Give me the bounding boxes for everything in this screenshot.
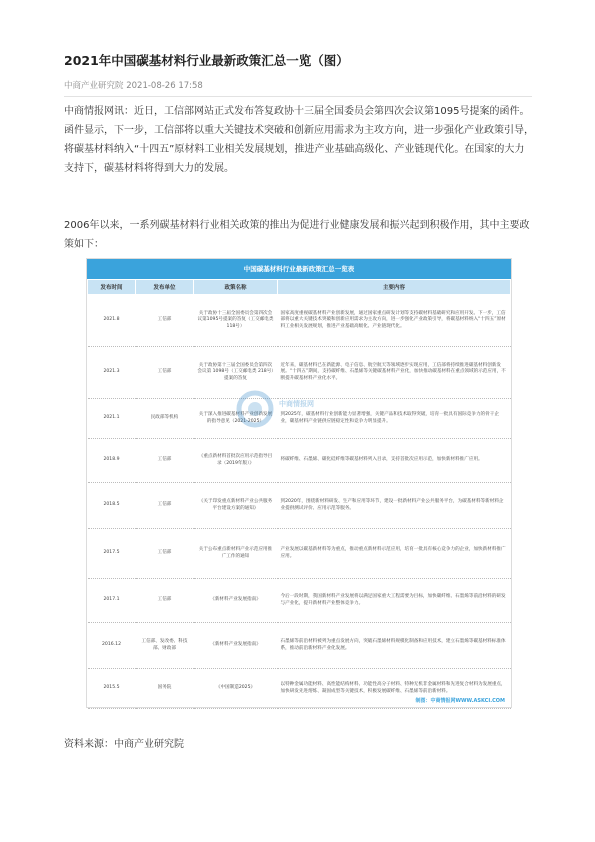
article-title: 2021年中国碳基材料行业最新政策汇总一览（图）: [64, 53, 349, 68]
row-content: 石墨烯等前沿材料被列为重点发展方向，突破石墨烯材料规模化制备和应用技术，建立石墨烯等碳基材料标准体系，推动前沿新材料产业化发展。: [278, 623, 511, 669]
row-date: 2017.5: [88, 529, 136, 579]
row-org: 工信部、发改委、科技部、财政部: [136, 623, 194, 669]
policy-intro-paragraph: 2006年以来，一系列碳基材料行业相关政策的推出为促进行业健康发展和振兴起到积极作用，其中主要政策如下：: [64, 220, 530, 250]
figure-source-note: 制图：中商情报网WWW.ASKCI.COM: [415, 698, 505, 704]
row-content: 到2025年，碳基材料行业创新能力显著增强，关键产品和技术取得突破，培育一批具有国际竞争力的骨干企业，碳基材料产业链供应链稳定性和竞争力明显提升。: [278, 399, 511, 439]
row-policy: 关于政协十三届全国委员会第四次会议第1095号提案的答复（工交邮电类118号）: [194, 295, 278, 347]
table-row: [88, 579, 511, 623]
row-content: 今后一段时期，我国新材料产业发展将以满足国家重大工程需要为目标，加快碳纤维、石墨烯等前沿材料的研发与产业化，提升新材料产业整体竞争力。: [278, 579, 511, 623]
article-author[interactable]: 中商产业研究院: [64, 81, 124, 91]
row-date: 2018.9: [88, 439, 136, 483]
figure-header: 中国碳基材料行业最新政策汇总一览表: [87, 259, 511, 279]
row-org: 工信部: [136, 483, 194, 529]
article-date: 2021-08-26 17:58: [126, 81, 203, 91]
row-date: 2018.5: [88, 483, 136, 529]
table-header-row: [88, 280, 511, 295]
row-org: 工信部: [136, 529, 194, 579]
row-org: 民政部等机构: [136, 399, 194, 439]
column-header-policy: 政策名称: [194, 280, 278, 295]
table-row: [88, 483, 511, 529]
row-policy: 《中国制造2025》: [194, 669, 278, 709]
policy-table-figure: [86, 258, 512, 708]
row-content: 国家高度重视碳基材料产业创新发展，通过国家重点研发计划等支持碳材料基础研究和应用开发。下一步，工信部将以重大关键技术突破和创新应用需求为主攻方向，进一步强化产业政策引导，将碳基材料纳入“十四五”原材料工业相关发展规划，推进产业基础高级化、产业链现代化。: [278, 295, 511, 347]
row-date: 2021.1: [88, 399, 136, 439]
table-row: [88, 439, 511, 483]
row-org: 工信部: [136, 347, 194, 399]
row-policy: 关于政协第十三届全国委员会第四次会议第 1098号（工交邮电类 218号）提案的答复: [194, 347, 278, 399]
row-date: 2016.12: [88, 623, 136, 669]
row-org: 工信部: [136, 579, 194, 623]
column-header-date: 发布时间: [88, 280, 136, 295]
row-date: 2015.5: [88, 669, 136, 709]
table-row: [88, 347, 511, 399]
row-date: 2021.3: [88, 347, 136, 399]
watermark-text: 中商情报网: [279, 400, 314, 408]
intro-paragraph: 中商情报网讯：近日，工信部网站正式发布答复政协十三届全国委员会第四次会议第1095号提案的函件。函件显示，下一步，工信部将以重大关键技术突破和创新应用需求为主攻方向，进一步强化产业政策引导，将碳基材料纳入“十四五”原材料工业相关发展规划，推进产业基础高级化、产业链现代化。在国家的大力支持下，碳基材料将得到大力的发展。: [64, 106, 534, 174]
article-meta: [64, 80, 203, 92]
title-divider: [64, 96, 532, 97]
table-row: [88, 623, 511, 669]
row-policy: 关于公布重点新材料产业示范应用推广工作的通知: [194, 529, 278, 579]
table-row: [88, 529, 511, 579]
row-org: 工信部: [136, 439, 194, 483]
row-content: 到2020年，围绕新材料研发、生产和应用等环节，建设一批新材料产业公共服务平台，为碳基材料等新材料企业提供测试评价、应用示范等服务。: [278, 483, 511, 529]
row-policy: 《重点新材料首批次应用示范指导目录（2019年版）》: [194, 439, 278, 483]
table-row: [88, 295, 511, 347]
row-policy: 《新材料产业发展指南》: [194, 623, 278, 669]
row-policy: 《关于印发重点新材料产业公共服务平台建设方案的通知》: [194, 483, 278, 529]
row-content: 以特种金属功能材料、高性能结构材料、功能性高分子材料、特种无机非金属材料和先进复合材料为发展重点，加快研发先进熔炼、凝固成型等关键技术，积极发展碳纤维、石墨烯等前沿新材料。: [278, 669, 511, 709]
table-row: [88, 399, 511, 439]
row-org: 国务院: [136, 669, 194, 709]
row-date: 2017.1: [88, 579, 136, 623]
column-header-org: 发布单位: [136, 280, 194, 295]
row-date: 2021.8: [88, 295, 136, 347]
row-content: 产业发展以碳基新材料等为重点，推动重点新材料示范应用，培育一批具有核心竞争力的企业，加快新材料推广应用。: [278, 529, 511, 579]
policy-table: [87, 279, 511, 709]
row-org: 工信部: [136, 295, 194, 347]
column-header-content: 主要内容: [278, 280, 511, 295]
data-source: 资料来源：中商产业研究院: [64, 739, 184, 750]
row-policy: 关于深入推进碳基材料产业创新发展的指导意见（2021-2025）: [194, 399, 278, 439]
row-policy: 《新材料产业发展指南》: [194, 579, 278, 623]
row-content: 近年来，碳基材料已在新能源、电子信息、航空航天等领域逐步实现应用，工信部将持续推进碳基材料创新发展。“十四五”期间，支持碳纤维、石墨烯等关键碳基材料产业化，加快推动碳基材料在重点领域的示范应用，不断提升碳基材料产业化水平。: [278, 347, 511, 399]
row-content: 将碳纤维、石墨烯、碳化硅纤维等碳基材料列入目录，支持首批次应用示范，加快新材料推广应用。: [278, 439, 511, 483]
